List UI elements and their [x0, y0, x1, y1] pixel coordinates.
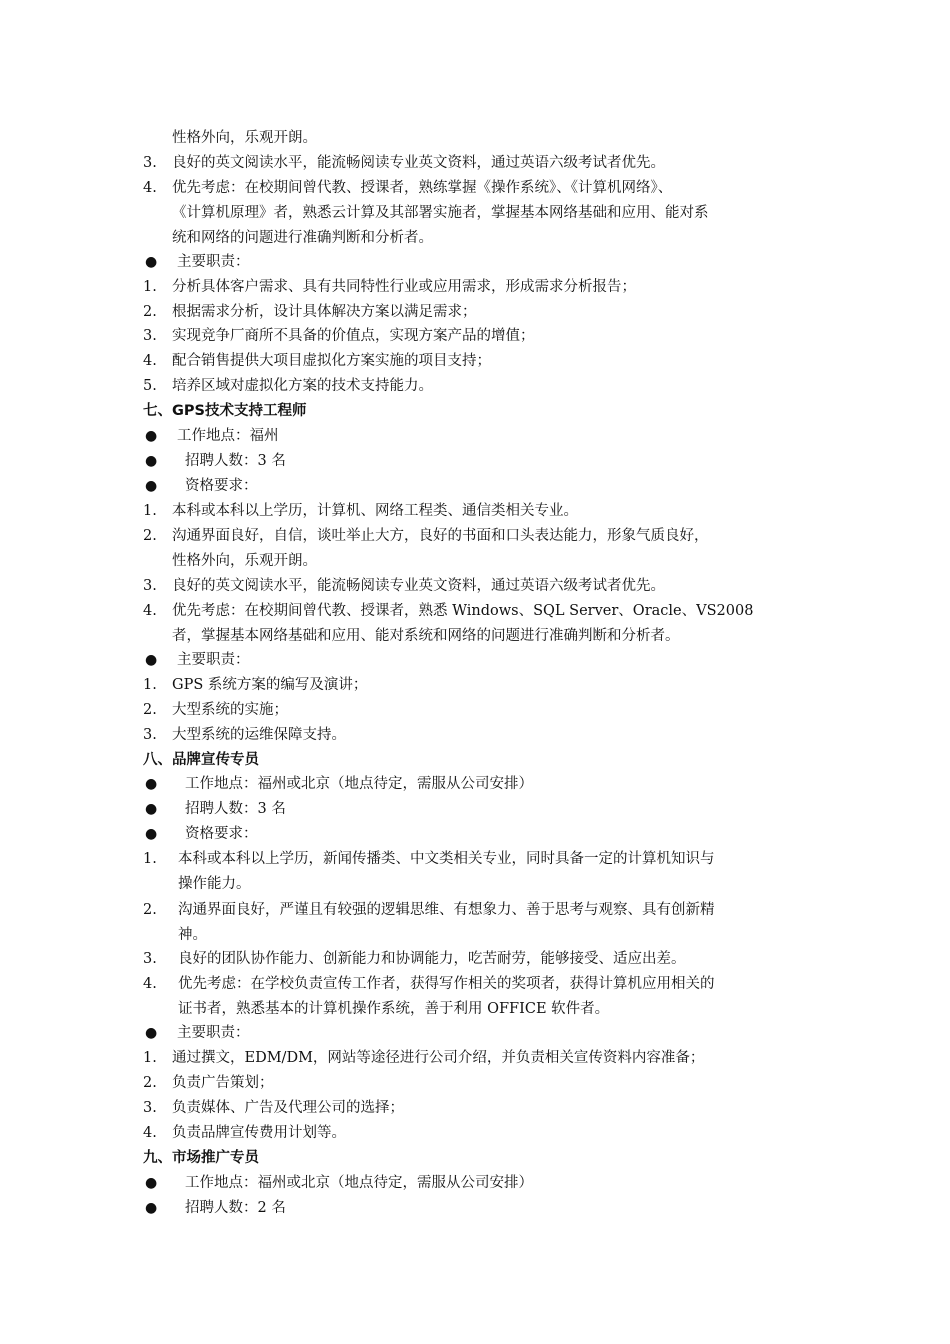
- section-heading: 七、GPS技术支持工程师: [143, 403, 307, 419]
- bullet-item: [143, 772, 813, 797]
- bullet-icon: ●: [145, 428, 158, 444]
- bullet-item: [143, 648, 813, 673]
- bullet-icon: ●: [145, 254, 158, 270]
- text-line: 统和网络的问题进行准确判断和分析者。: [172, 230, 433, 246]
- list-number: 4.: [143, 353, 157, 369]
- section-heading: 九、市场推广专员: [143, 1150, 259, 1166]
- list-item: [143, 947, 813, 972]
- list-text: 培养区域对虚拟化方案的技术支持能力。: [172, 378, 433, 394]
- list-item: [143, 574, 813, 599]
- bullet-item: [143, 1021, 813, 1046]
- bullet-item: [143, 250, 813, 275]
- list-number: 4.: [143, 603, 157, 619]
- list-text: 实现竞争厂商所不具备的价值点，实现方案产品的增值；: [172, 328, 535, 344]
- list-number: 2.: [143, 304, 157, 320]
- list-text: 根据需求分析，设计具体解决方案以满足需求；: [172, 304, 477, 320]
- bullet-text: 招聘人数：2 名: [185, 1200, 286, 1216]
- bullet-text: 工作地点：福州或北京（地点待定，需服从公司安排）: [185, 1175, 533, 1191]
- list-item: [143, 374, 813, 399]
- list-item: [143, 349, 813, 374]
- bullet-icon: ●: [145, 652, 158, 668]
- bullet-icon: ●: [145, 1175, 158, 1191]
- list-number: 3.: [143, 1100, 157, 1116]
- list-number: 3.: [143, 578, 157, 594]
- list-text: 分析具体客户需求、具有共同特性行业或应用需求，形成需求分析报告；: [172, 279, 636, 295]
- bullet-item: [143, 449, 813, 474]
- list-item: [143, 324, 813, 349]
- list-text: 本科或本科以上学历，新闻传播类、中文类相关专业，同时具备一定的计算机知识与: [178, 851, 715, 867]
- bullet-item: [143, 424, 813, 449]
- bullet-text: 招聘人数：3 名: [185, 801, 286, 817]
- bullet-text: 工作地点：福州或北京（地点待定，需服从公司安排）: [185, 776, 533, 792]
- text-line: 操作能力。: [178, 876, 251, 892]
- text-line: 神。: [178, 927, 207, 943]
- list-text: 负责品牌宣传费用计划等。: [172, 1125, 346, 1141]
- list-item: [143, 1096, 813, 1121]
- list-number: 4.: [143, 180, 157, 196]
- bullet-item: [143, 822, 813, 847]
- bullet-text: 主要职责：: [177, 1025, 250, 1041]
- bullet-icon: ●: [145, 1200, 158, 1216]
- bullet-icon: ●: [145, 826, 158, 842]
- list-text: GPS 系统方案的编写及演讲；: [172, 677, 368, 693]
- bullet-text: 招聘人数：3 名: [185, 453, 286, 469]
- bullet-icon: ●: [145, 453, 158, 469]
- text-line: 证书者，熟悉基本的计算机操作系统，善于利用 OFFICE 软件者。: [178, 1001, 610, 1017]
- list-item: [143, 723, 813, 748]
- bullet-icon: ●: [145, 801, 158, 817]
- list-text: 负责广告策划；: [172, 1075, 274, 1091]
- bullet-item: [143, 1171, 813, 1196]
- bullet-text: 资格要求：: [185, 826, 258, 842]
- list-text: 大型系统的运维保障支持。: [172, 727, 346, 743]
- text-line: 者，掌握基本网络基础和应用、能对系统和网络的问题进行准确判断和分析者。: [172, 628, 680, 644]
- list-item: [143, 847, 813, 872]
- bullet-item: [143, 1196, 813, 1221]
- bullet-item: [143, 797, 813, 822]
- list-item: [143, 176, 813, 201]
- bullet-icon: ●: [145, 776, 158, 792]
- list-number: 2.: [143, 702, 157, 718]
- list-text: 优先考虑：在学校负责宣传工作者，获得写作相关的奖项者，获得计算机应用相关的: [178, 976, 715, 992]
- list-number: 3.: [143, 951, 157, 967]
- list-number: 5.: [143, 378, 157, 394]
- list-item: [143, 499, 813, 524]
- list-item: [143, 275, 813, 300]
- text-line: 性格外向，乐观开朗。: [172, 130, 317, 146]
- list-item: [143, 151, 813, 176]
- list-number: 4.: [143, 1125, 157, 1141]
- list-number: 2.: [143, 902, 157, 918]
- bullet-text: 主要职责：: [177, 254, 250, 270]
- list-number: 2.: [143, 1075, 157, 1091]
- bullet-icon: ●: [145, 1025, 158, 1041]
- list-item: [143, 524, 813, 549]
- bullet-text: 工作地点：福州: [177, 428, 279, 444]
- list-number: 4.: [143, 976, 157, 992]
- text-line: 性格外向，乐观开朗。: [172, 553, 317, 569]
- list-text: 通过撰文，EDM/DM，网站等途径进行公司介绍，并负责相关宣传资料内容准备；: [172, 1050, 705, 1066]
- list-text: 负责媒体、广告及代理公司的选择；: [172, 1100, 404, 1116]
- text-line: 《计算机原理》者，熟悉云计算及其部署实施者，掌握基本网络基础和应用、能对系: [172, 205, 709, 221]
- list-item: [143, 1046, 813, 1071]
- list-item: [143, 1121, 813, 1146]
- list-number: 1.: [143, 677, 157, 693]
- section-heading: 八、品牌宣传专员: [143, 752, 259, 768]
- list-item: [143, 972, 813, 997]
- list-text: 大型系统的实施；: [172, 702, 288, 718]
- list-text: 优先考虑：在校期间曾代教、授课者，熟练掌握《操作系统》、《计算机网络》、: [172, 180, 673, 196]
- list-text: 本科或本科以上学历，计算机、网络工程类、通信类相关专业。: [172, 503, 578, 519]
- list-number: 3.: [143, 155, 157, 171]
- bullet-icon: ●: [145, 478, 158, 494]
- list-number: 1.: [143, 503, 157, 519]
- list-number: 1.: [143, 851, 157, 867]
- list-item: [143, 599, 813, 624]
- bullet-text: 主要职责：: [177, 652, 250, 668]
- bullet-item: [143, 474, 813, 499]
- list-item: [143, 1071, 813, 1096]
- list-text: 良好的英文阅读水平，能流畅阅读专业英文资料，通过英语六级考试者优先。: [172, 578, 665, 594]
- list-text: 沟通界面良好，自信，谈吐举止大方，良好的书面和口头表达能力，形象气质良好，: [172, 528, 709, 544]
- list-item: [143, 698, 813, 723]
- list-number: 3.: [143, 328, 157, 344]
- list-number: 1.: [143, 279, 157, 295]
- list-text: 良好的英文阅读水平，能流畅阅读专业英文资料，通过英语六级考试者优先。: [172, 155, 665, 171]
- list-number: 3.: [143, 727, 157, 743]
- list-text: 优先考虑：在校期间曾代教、授课者，熟悉 Windows、SQL Server、Oracle、VS2008: [172, 603, 754, 619]
- list-text: 配合销售提供大项目虚拟化方案实施的项目支持；: [172, 353, 491, 369]
- list-item: [143, 898, 813, 923]
- bullet-text: 资格要求：: [185, 478, 258, 494]
- list-item: [143, 673, 813, 698]
- list-number: 1.: [143, 1050, 157, 1066]
- list-text: 良好的团队协作能力、创新能力和协调能力，吃苦耐劳，能够接受、适应出差。: [178, 951, 686, 967]
- list-number: 2.: [143, 528, 157, 544]
- list-text: 沟通界面良好，严谨且有较强的逻辑思维、有想象力、善于思考与观察、具有创新精: [178, 902, 715, 918]
- list-item: [143, 300, 813, 325]
